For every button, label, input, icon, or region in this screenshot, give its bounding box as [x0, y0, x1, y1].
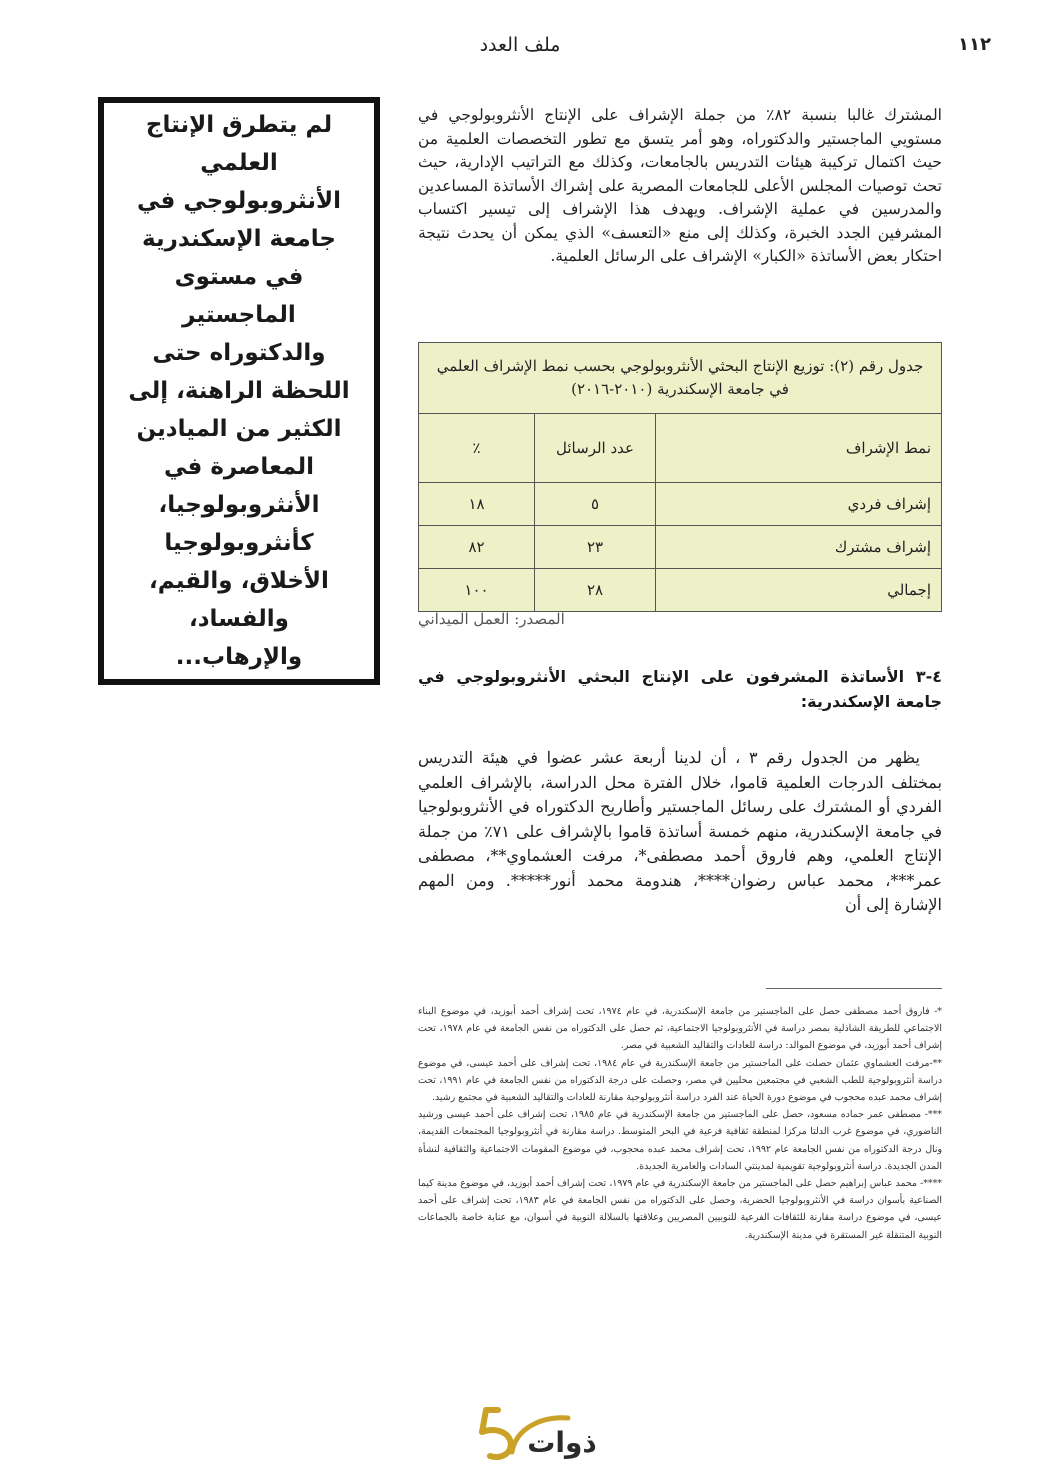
- header-supervision-type: نمط الإشراف: [656, 414, 942, 483]
- cell-count: ٢٣: [535, 526, 656, 569]
- supervision-table: [418, 342, 942, 612]
- footnote: *- فاروق أحمد مصطفى حصل على الماجستير من جامعة الإسكندرية، في عام ١٩٧٤، تحت إشراف أحمد أبوزيد، في موضوع البناء الاجتماعي للطريقة الشاذلية بمصر دراسة في الأنثروبولوجيا الاجتماعية، ثم حصل على الدكتوراه من نفس الجامعة في عام ١٩٧٨، تحت إشراف أحمد أبوزيد، في موضوع الموالد: دراسة للعادات والتقاليد الشعبية في مصر.: [418, 1006, 943, 1052]
- logo-graphic: [472, 1404, 608, 1464]
- cell-count: ٥: [535, 483, 656, 526]
- table-source: المصدر: العمل الميداني: [418, 610, 565, 628]
- cell-type: إشراف فردي: [656, 483, 942, 526]
- header-thesis-count: عدد الرسائل: [535, 414, 656, 483]
- footnote: **-مرفت العشماوي عثمان حصلت على الماجستير من جامعة الإسكندرية في عام ١٩٨٤، تحت إشراف على أحمد عيسى، في موضوع دراسة أنثروبولوجية للطب الشعبي في مجتمعين محليين في مصر، وحصلت على درجة الدكتوراه من نفس الجامعة في عام ١٩٩١، تحت إشراف محمد عبده محجوب في موضوع دورة الحياة عند الفرد دراسة أنثروبولوجية مقارنة للعادات والتقاليد الشعبية في مجتمع رشيد.: [418, 1057, 942, 1104]
- cell-type: إجمالي: [656, 569, 942, 612]
- cell-count: ٢٨: [535, 569, 656, 612]
- main-paragraph-text: يظهر من الجدول رقم ٣ ، أن لدينا أربعة عشر عضوا في هيئة التدريس بمختلف الدرجات العلمية قاموا، خلال الفترة محل الدراسة، بالإشراف العلمي الفردي أو المشترك على رسائل الماجستير وأطاريح الدكتوراه في الأنثروبولوجيا في جامعة الإسكندرية، منهم خمسة أساتذة قاموا بالإشراف على ٧١٪ من جملة الإنتاج العلمي، وهم فاروق أحمد مصطفى*، مرفت العشماوي**، مصطفى عمر***، محمد عباس رضوان****، هندومة محمد أنور*****. ومن المهم الإشارة إلى أن: [418, 748, 942, 914]
- pull-quote-text: لم يتطرق الإنتاج العلمي الأنثروبولوجي في جامعة الإسكندرية في مستوى الماجستير والدكتوراه حتى اللحظة الراهنة، إلى الكثير من الميادين المعاصرة في الأنثروبولوجيا، كأنثروبولوجيا الأخلاق، والقيم، والفساد، والإرهاب...: [128, 112, 350, 670]
- cell-type: إشراف مشترك: [656, 526, 942, 569]
- dhawat-logo: [472, 1404, 608, 1464]
- section-heading: ٤-٣ الأساتذة المشرفون على الإنتاج البحثي الأنثروبولوجي في جامعة الإسكندرية:: [418, 667, 942, 711]
- footnote: ***- مصطفى عمر حماده مسعود، حصل على الماجستير من جامعة الإسكندرية في عام ١٩٨٥، تحت إشراف على أحمد عيسى ورشيد الناضوري، في موضوع غرب الدلتا مركزا لمنطقة ثقافية فرعية في البحر المتوسط. دراسة مقارنة في أنثروبولوجيا المجتمعات القديمة، ونال درجة الدكتوراه من نفس الجامعة عام ١٩٩٢، تحت إشراف محمد عبده محجوب، في موضوع المقومات الاجتماعية والثقافية لنشأة المدن الجديدة. دراسة أنثروبولوجية تقويمية لمدينتي السادات والعامرية الجديدة.: [418, 1109, 943, 1172]
- table-row: [419, 526, 942, 569]
- logo-wordmark: ذوات: [527, 1426, 597, 1459]
- header-percent: ٪: [419, 414, 535, 483]
- footnote-divider: [766, 988, 942, 989]
- footnotes: [418, 1003, 942, 1244]
- page-number: ١١٢: [958, 34, 991, 55]
- footnote: ****- محمد عباس إبراهيم حصل على الماجستير من جامعة الإسكندرية في عام ١٩٧٩، تحت إشراف أحمد أبوزيد، في موضوع مدينة كيما الصناعية بأسوان دراسة في الأنثروبولوجيا الحضرية، وحصل على الدكتوراه من نفس الجامعة في عام ١٩٨٣، تحت إشراف على أحمد عيسى، في موضوع دراسة مقارنة للثقافات الفرعية للنوبيين المصريين وعلاقتها بالسلالة النوبية في أسوان، مع عناية خاصة بالجماعات النوبية المتنقلة غير المستقرة في مدينة الإسكندرية.: [418, 1178, 942, 1241]
- section-title: ملف العدد: [479, 34, 561, 56]
- table-row: [419, 483, 942, 526]
- cell-percent: ١٨: [419, 483, 535, 526]
- cell-percent: ٨٢: [419, 526, 535, 569]
- intro-paragraph: المشترك غالبا بنسبة ٨٢٪ من جملة الإشراف على الإنتاج الأنثروبولوجي في مستويي الماجستير والدكتوراه، وهو أمر يتسق مع تطور التخصصات العلمية من حيث اكتمال تركيبة هيئات التدريس بالجامعات، وكذلك مع التراتيب الإدارية، حيث تحث توصيات المجلس الأعلى للجامعات المصرية على إشراك الأساتذة المساعدين والمدرسين في عملية الإشراف. ويهدف هذا الإشراف إلى تيسير اكتساب المشرفين الجدد الخبرة، وكذلك إلى منع «التعسف» الذي يمكن أن يحدث نتيجة احتكار بعض الأساتذة «الكبار» الإشراف على الرسائل العلمية.: [418, 106, 942, 265]
- main-paragraph: [418, 746, 942, 918]
- table-caption: جدول رقم (٢): توزيع الإنتاج البحثي الأنثروبولوجي بحسب نمط الإشراف العلمي في جامعة الإسكندرية (٢٠١٠-٢٠١٦): [419, 343, 942, 414]
- cell-percent: ١٠٠: [419, 569, 535, 612]
- pull-quote-box: [98, 97, 380, 685]
- table-row: [419, 569, 942, 612]
